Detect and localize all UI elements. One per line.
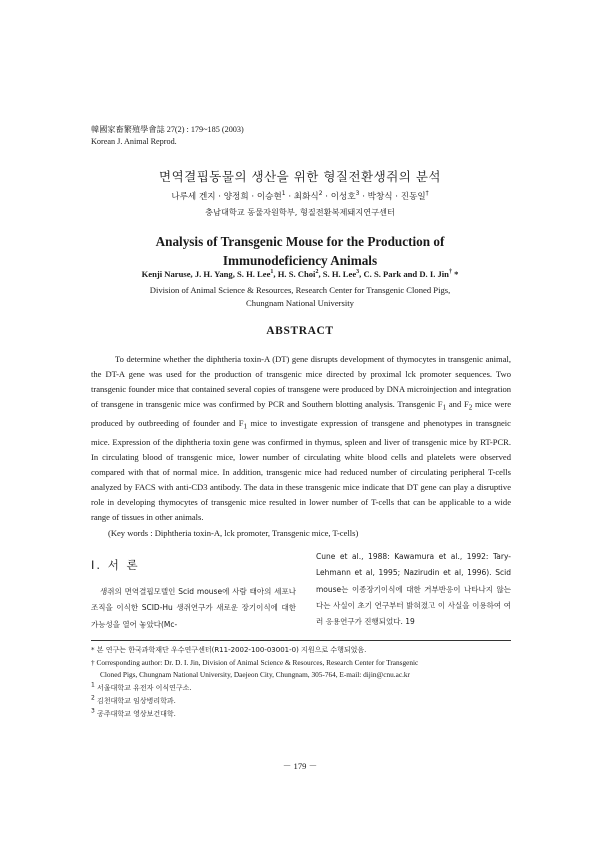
abstract-text: mice to investigate expression of transgene and phenotypes in transgneic mice. Expression of the diphtheria toxin gene was confirmed in thymus, spleen and liver of transgenic mice by RT-PCR. In circulating blood of transgenic mice, lower number of circulating white blood cells and platelets were observed compared with that of normal mice. In addition, transgenic mice had reduced number of circulating peripheral T-cells analyzed by FACS with anti-CD3 antibody. The data in these transgenic mice indicate that DT gene can play a disruptive role in developing thymocytes of transgenic mice resulted in lower number of T-cells that can be applicable to a wide range of tissues in other animals.	[91, 418, 511, 523]
footnote-text: 공주대학교 영상보건대학.	[94, 709, 176, 718]
subscript: 1	[243, 422, 248, 431]
abstract-text: mice were produced by outbreeding of founder and F	[91, 399, 511, 429]
footnote-divider	[91, 640, 511, 641]
korean-affiliation: 충남대학교 동물자원학부, 형질전환복제돼지연구센터	[205, 207, 395, 217]
affil-mark: 1	[270, 269, 274, 276]
keywords: (Key words : Diphtheria toxin-A, lck promoter, Transgenic mice, T-cells)	[108, 528, 359, 538]
abstract-heading: ABSTRACT	[266, 325, 334, 337]
korean-author-text: 나루세 겐지 · 양정희 · 이승현	[171, 192, 282, 202]
footnotes	[91, 644, 521, 720]
journal-line-2: Korean J. Animal Reprod.	[91, 137, 177, 146]
affil-mark: 3	[356, 269, 360, 276]
intro-right-column	[316, 549, 511, 630]
subscript: 1	[442, 403, 447, 412]
korean-title: 면역결핍동물의 생산을 위한 형질전환생쥐의 분석	[159, 169, 441, 184]
journal-line-1: 韓國家畜繁殖學會誌 27(2) : 179~185 (2003)	[91, 125, 244, 134]
abstract-text: To determine whether the diphtheria toxin-A (DT) gene disrupts development of thymocytes in transgenic animal, the DT-A gene was used for the production of transgenic mice directed by proximal lck promoter sequences. Two transgenic founder mice that contained several copies of transgene were produced by DNA microinjection and integration of transgene in transgenic mice was confirmed by PCR and Southern blotting analysis. Transgenic F	[91, 354, 511, 410]
english-author-text: , C. S. Park and D. I. Jin	[359, 269, 449, 279]
english-author-text: Kenji Naruse, J. H. Yang, S. H. Lee	[141, 269, 271, 279]
footnote-affiliation-2	[91, 695, 521, 708]
english-author-text: , S. H. Lee	[318, 269, 357, 279]
english-author-text: , H. S. Choi	[273, 269, 316, 279]
footnote-affiliation-3	[91, 708, 521, 721]
corresponding-mark: †	[448, 269, 452, 276]
abstract-text: and F	[446, 399, 469, 410]
footnote-corresponding-line-1: † Corresponding author: Dr. D. I. Jin, Division of Animal Science & Resources, Research Center for Transgenic	[91, 657, 419, 667]
korean-author-text: · 박창식 · 진동일	[359, 192, 426, 202]
english-authors	[0, 269, 600, 279]
affil-mark: 3	[355, 190, 360, 198]
abstract-body	[91, 352, 511, 525]
affil-mark: 2	[91, 694, 95, 702]
english-title	[0, 232, 600, 270]
affil-mark: 3	[91, 707, 95, 715]
footnote-affiliation-1	[91, 682, 521, 695]
abstract-paragraph	[91, 352, 511, 525]
english-affiliation	[0, 284, 600, 309]
korean-authors	[0, 190, 600, 202]
intro-right-text: Cune et al., 1988: Kawamura et al., 1992: Tary-Lehmann et al, 1995; Nazirudin et al, 1996). Scid mouse는 이종장기이식에 대한 거부반응이 나타나지 않는다는 사실이 초기 연구부터 밝혀졌고 이 사실을 이용하여 여러 응용연구가 진행되었다. 19	[316, 552, 511, 627]
footnote-funding: * 본 연구는 한국과학재단 우수연구센터(R11-2002-100-03001-0) 지원으로 수행되었음.	[91, 646, 367, 654]
affil-mark: 1	[91, 681, 95, 689]
intro-left-text: 생쥐의 면역결핍모델인 Scid mouse에 사람 태아의 세포나 조직을 이식한 SCID-Hu 생쥐연구가 새로운 장기이식에 대한 가능성을 열어 놓았다(Mc-	[91, 587, 296, 629]
footnote-text: 김천대학교 임상병리학과.	[94, 696, 176, 705]
english-title-line-2: Immunodeficiency Animals	[222, 253, 378, 268]
affil-mark: 2	[318, 190, 323, 198]
page-number: － 179 －	[282, 761, 318, 771]
english-affiliation-line-1: Division of Animal Science & Resources, Research Center for Transgenic Cloned Pigs,	[149, 285, 451, 295]
korean-author-text: · 최화식	[285, 192, 319, 202]
affil-mark: 2	[315, 269, 319, 276]
footnote-corresponding-line-2: Cloned Pigs, Chungnam National University, Daejeon City, Chungnam, 305-764, E-mail: dijin@cnu.ac.kr	[100, 670, 410, 680]
journal-citation	[91, 124, 244, 148]
intro-left-column	[91, 584, 296, 633]
korean-author-text: · 이성호	[322, 192, 356, 202]
affil-mark: 1	[281, 190, 286, 198]
english-affiliation-line-2: Chungnam National University	[246, 297, 354, 308]
footnote-text: 서울대학교 유전자 이식연구소.	[94, 684, 192, 693]
corresponding-mark: †	[425, 190, 429, 198]
subscript: 2	[468, 403, 473, 412]
english-title-line-1: Analysis of Transgenic Mouse for the Production of	[155, 234, 445, 249]
funding-mark: *	[451, 269, 459, 279]
section-heading-introduction: Ⅰ. 서 론	[91, 558, 140, 572]
